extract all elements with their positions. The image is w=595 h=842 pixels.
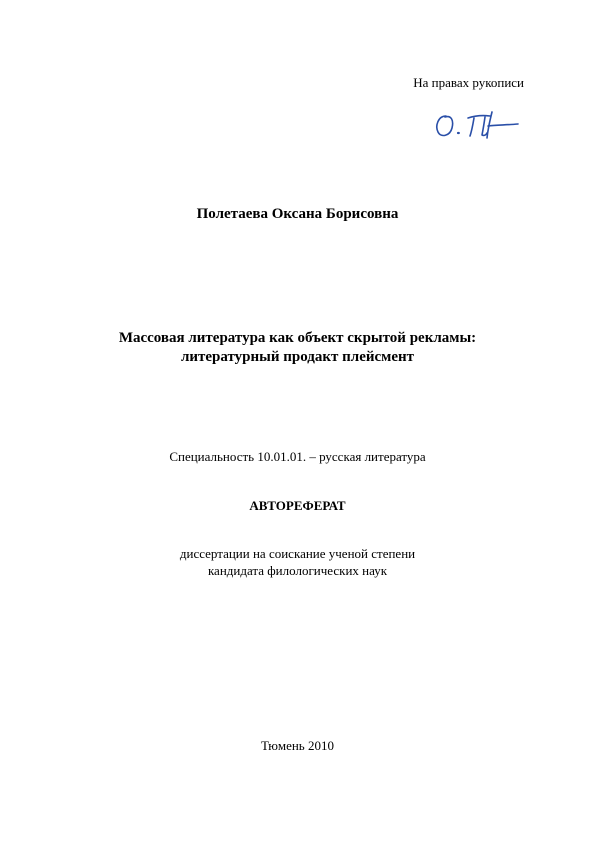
city-year: Тюмень 2010 [261, 738, 334, 753]
purpose-line-1: диссертации на соискание ученой степени [179, 546, 416, 561]
dissertation-title [0, 329, 595, 367]
title-line-2: литературный продакт плейсмент [180, 349, 415, 365]
specialty-line: Специальность 10.01.01. – русская литература [169, 449, 426, 464]
rights-note: На правах рукописи [413, 75, 524, 90]
document-type-heading: АВТОРЕФЕРАТ [249, 498, 346, 513]
degree-purpose [0, 545, 595, 579]
author-name: Полетаева Оксана Борисовна [196, 206, 399, 222]
title-line-1: Массовая литература как объект скрытой рекламы: [118, 330, 477, 346]
handwritten-signature [432, 108, 522, 144]
purpose-line-2: кандидата филологических наук [207, 563, 388, 578]
